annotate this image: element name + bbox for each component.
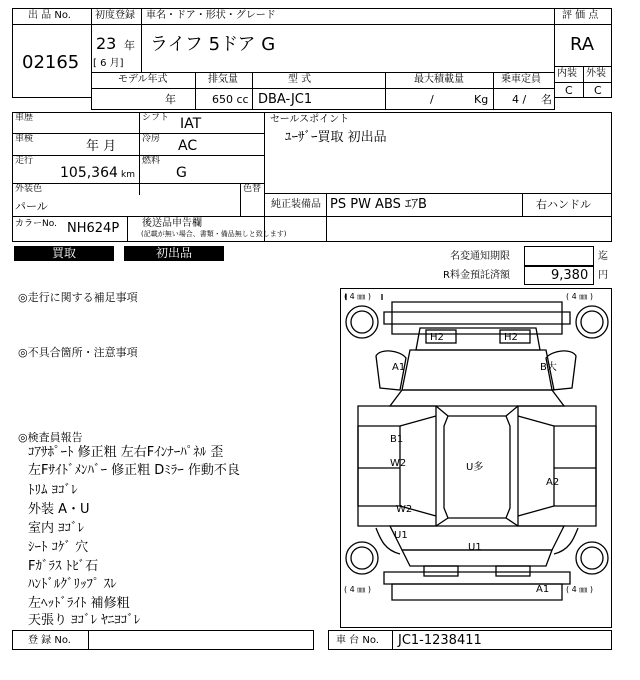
inspection-value: 年 月 bbox=[86, 139, 117, 154]
equipment-value: PS PW ABS ｴｱB bbox=[330, 197, 427, 212]
color-change-label: 色替 bbox=[243, 184, 262, 194]
tread-rear-left: ( 4 ㎜ ) bbox=[344, 585, 371, 594]
max-load-slash: / bbox=[430, 93, 434, 106]
model-year-value: 年 bbox=[165, 93, 176, 106]
recycle-label: R料金預託済額 bbox=[443, 270, 510, 281]
max-load-unit: Kg bbox=[474, 93, 489, 106]
report-line: Fｶﾞﾗｽ ﾄﾋﾞ石 bbox=[28, 559, 99, 574]
tread-front-right: ( 4 ㎜ ) bbox=[566, 292, 593, 301]
history-label: 車歴 bbox=[15, 113, 34, 123]
max-load-label: 最大積載量 bbox=[414, 74, 464, 85]
mark-u1-left: U1 bbox=[394, 530, 408, 541]
mark-b1: B1 bbox=[390, 434, 404, 445]
exterior-grade: C bbox=[594, 84, 602, 97]
first-reg-year: 23 bbox=[96, 34, 117, 53]
hood-icon bbox=[402, 350, 554, 390]
capacity-label: 乗車定員 bbox=[501, 74, 541, 85]
tread-rear-right: ( 4 ㎜ ) bbox=[566, 585, 593, 594]
mark-w2-upper: W2 bbox=[390, 458, 407, 469]
type-value: DBA-JC1 bbox=[258, 92, 313, 107]
grade-label: 評 価 点 bbox=[562, 10, 599, 21]
interior-label: 内装 bbox=[557, 68, 577, 79]
sales-point-label: セールスポイント bbox=[270, 114, 350, 125]
lot-label: 出 品 No. bbox=[28, 10, 71, 21]
color-no-value: NH624P bbox=[67, 221, 120, 236]
car-name-label: 車名・ドア・形状・グレード bbox=[146, 10, 276, 21]
ac-value: AC bbox=[178, 138, 198, 154]
sales-point-value: ﾕｰｻﾞｰ買取 初出品 bbox=[285, 130, 387, 145]
driving-notes-title: ◎走行に関する補足事項 bbox=[18, 291, 138, 304]
recycle-value: 9,380 bbox=[551, 268, 589, 283]
right-side-icon bbox=[518, 406, 596, 526]
color-no-label: カラーNo. bbox=[15, 219, 57, 229]
chassis-number: JC1-1238411 bbox=[398, 633, 482, 648]
mileage-label: 走行 bbox=[15, 156, 34, 166]
capacity-value: 4 / bbox=[512, 93, 527, 106]
report-line: 左Fｻｲﾄﾞﾒﾝﾊﾞｰ 修正粗 Dﾐﾗｰ 作動不良 bbox=[28, 463, 240, 478]
shift-label: シフト bbox=[142, 113, 170, 123]
mark-h2-right: H2 bbox=[504, 332, 518, 343]
exterior-label: 外装 bbox=[586, 68, 606, 79]
report-line: ﾄﾘﾑ ﾖｺﾞﾚ bbox=[28, 483, 78, 498]
first-reg-month: [ 6 月] bbox=[93, 58, 124, 69]
tread-front-left: ( 4 ㎜ ) bbox=[344, 292, 371, 301]
mark-a1-rear: A1 bbox=[536, 584, 550, 595]
equipment-label: 純正装備品 bbox=[271, 199, 321, 210]
notice-label: 名変通知期限 bbox=[450, 251, 510, 262]
type-label: 型 式 bbox=[288, 74, 312, 85]
first-listing-badge: 初出品 bbox=[124, 246, 224, 261]
defects-title: ◎不具合箇所・注意事項 bbox=[18, 346, 138, 359]
lot-number: 02165 bbox=[22, 52, 80, 73]
ac-label: 冷房 bbox=[142, 134, 161, 144]
mark-w2-lower: W2 bbox=[396, 504, 413, 515]
grade-value: RA bbox=[570, 34, 595, 55]
registration-label: 登 録 No. bbox=[28, 635, 71, 646]
rear-bumper-icon bbox=[384, 572, 570, 584]
report-line: 室内 ﾖｺﾞﾚ bbox=[28, 521, 85, 536]
fuel-value: G bbox=[176, 165, 187, 181]
model-year-label: モデル年式 bbox=[118, 74, 168, 85]
interior-grade: C bbox=[565, 84, 573, 97]
color-label: 外装色 bbox=[15, 184, 43, 194]
inspection-label: 車検 bbox=[15, 134, 34, 144]
chassis-label: 車 台 No. bbox=[336, 635, 379, 646]
inspector-report-title: ◎検査員報告 bbox=[18, 431, 83, 444]
notice-deadline-box bbox=[524, 246, 594, 266]
mark-b-large: B大 bbox=[540, 362, 557, 373]
report-line: 左ﾍｯﾄﾞﾗｲﾄ 補修粗 bbox=[28, 596, 130, 611]
shift-value: IAT bbox=[180, 116, 202, 132]
fuel-label: 燃料 bbox=[142, 156, 161, 166]
report-line: 天張り ﾖｺﾞﾚ ﾔﾆﾖｺﾞﾚ bbox=[28, 613, 141, 628]
buy-badge: 買取 bbox=[14, 246, 114, 261]
mileage-unit: km bbox=[121, 170, 135, 180]
mark-a1-front: A1 bbox=[392, 362, 406, 373]
year-unit: 年 bbox=[124, 39, 135, 52]
mark-a2: A2 bbox=[546, 477, 560, 488]
first-reg-label: 初度登録 bbox=[95, 10, 135, 21]
mileage-value: 105,364 bbox=[60, 165, 118, 181]
car-name: ライフ 5ドア G bbox=[150, 34, 276, 55]
notice-deadline-suffix: 迄 bbox=[598, 251, 608, 262]
report-line: ｼｰﾄ ｺｹﾞ 穴 bbox=[28, 540, 89, 555]
handle-value: 右ハンドル bbox=[536, 198, 591, 211]
report-line: ﾊﾝﾄﾞﾙｸﾞﾘｯﾌﾟ ｽﾚ bbox=[28, 577, 117, 592]
delivery-note: (記載が無い場合、書類・備品無しと致します) bbox=[141, 230, 287, 238]
delivery-label: 後送品申告欄 bbox=[142, 218, 202, 229]
car-damage-diagram bbox=[340, 288, 612, 628]
mark-u-large: U多 bbox=[466, 462, 484, 473]
mark-h2-left: H2 bbox=[430, 332, 444, 343]
displacement-label: 排気量 bbox=[208, 74, 238, 85]
displacement-value: 650 cc bbox=[212, 93, 249, 106]
color-value: パール bbox=[15, 200, 48, 213]
mark-u1-bottom: U1 bbox=[468, 542, 482, 553]
report-line: ｺｱｻﾎﾟｰﾄ 修正粗 左右Fｲﾝﾅｰﾊﾟﾈﾙ 歪 bbox=[28, 445, 224, 460]
recycle-unit: 円 bbox=[598, 270, 608, 281]
capacity-unit: 名 bbox=[541, 93, 552, 106]
report-line: 外装 A・U bbox=[28, 502, 90, 517]
